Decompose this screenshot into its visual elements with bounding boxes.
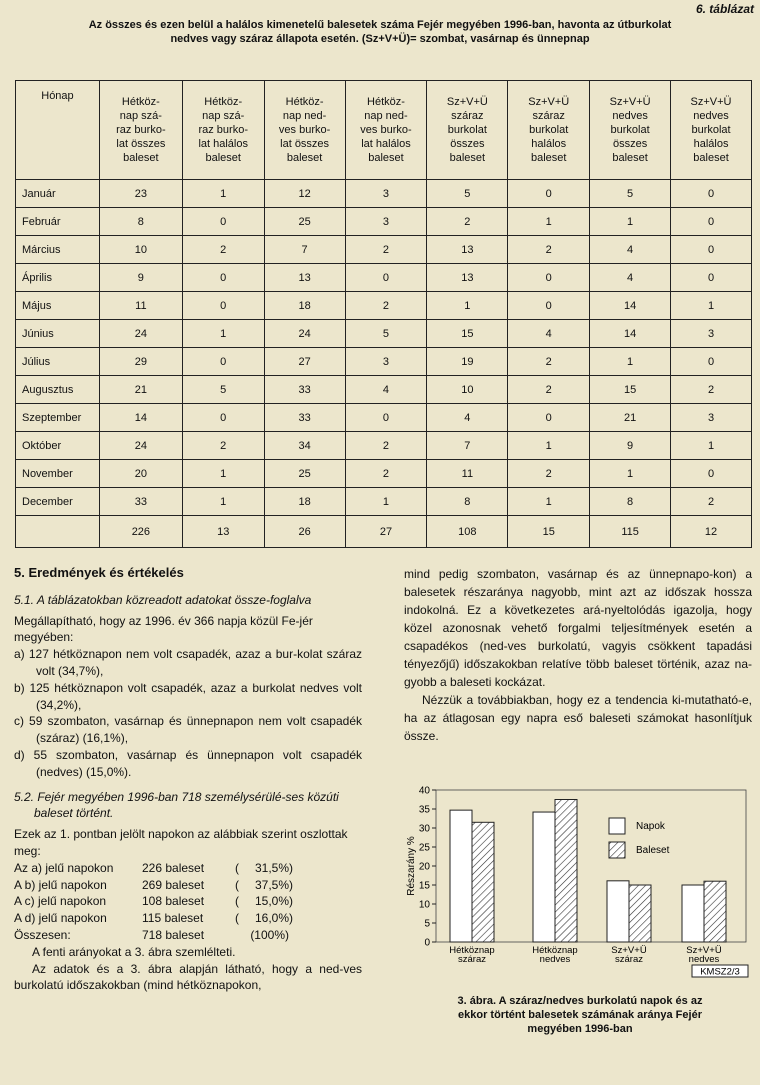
column-header-line: nap szá- — [202, 110, 245, 122]
bar-napok — [533, 812, 555, 942]
value-cell: 1 — [182, 180, 264, 208]
summary-list — [14, 860, 362, 944]
column-header-line: nap ned- — [282, 110, 327, 122]
value-cell: 3 — [345, 208, 427, 236]
value-cell: 4 — [345, 376, 427, 404]
summary-row — [14, 877, 362, 894]
x-tick-label: Hétköznap — [449, 945, 495, 956]
value-cell: 9 — [99, 264, 182, 292]
subsection-5-1: 5.1. A táblázatokban közreadott adatokat össze-foglalva — [14, 592, 312, 607]
summary-cell — [289, 927, 299, 944]
value-cell: 1 — [427, 292, 508, 320]
column-header-line: ves burko- — [278, 124, 331, 136]
summary-cell: 115 baleset — [142, 911, 204, 926]
legend-label: Baleset — [636, 845, 670, 856]
column-header-line: burkolat — [691, 124, 731, 136]
value-cell: 5 — [590, 180, 671, 208]
month-cell: Március — [16, 236, 100, 264]
value-cell: 2 — [508, 348, 590, 376]
list-item: c) 59 szombaton, vasárnap és ünnepnapon nem volt csapadék (száraz) (16,1%), — [14, 714, 362, 746]
bar-napok — [450, 810, 472, 942]
value-cell: 0 — [182, 404, 264, 432]
y-tick-label: 15 — [418, 880, 430, 892]
value-cell: 2 — [671, 376, 752, 404]
summary-cell: (100%) — [250, 927, 289, 942]
month-cell: Július — [16, 348, 100, 376]
summary-cell: ) — [289, 877, 293, 892]
column-header-line: lat halálos — [361, 138, 411, 150]
value-cell: 1 — [182, 460, 264, 488]
figure-badge: KMSZ2/3 — [700, 966, 740, 978]
y-tick-label: 5 — [424, 918, 430, 930]
column-header-line: baleset — [286, 152, 323, 164]
value-cell: 0 — [508, 264, 590, 292]
y-tick-label: 40 — [418, 785, 430, 797]
summary-cell: A b) jelű napokon — [14, 877, 107, 892]
month-cell: Szeptember — [16, 404, 100, 432]
value-cell: 33 — [99, 488, 182, 516]
legend-swatch — [609, 842, 625, 858]
summary-cell — [227, 927, 247, 944]
value-cell: 11 — [99, 292, 182, 320]
value-cell: 27 — [264, 348, 345, 376]
summary-cell: ) — [289, 860, 293, 875]
value-cell: 0 — [671, 208, 752, 236]
summary-row — [14, 910, 362, 927]
value-cell: 108 — [427, 516, 508, 548]
column-header — [590, 81, 671, 180]
x-tick-label: száraz — [458, 954, 486, 965]
accident-table — [15, 80, 752, 548]
value-cell: 0 — [508, 404, 590, 432]
table-row — [16, 208, 752, 236]
right-column — [404, 565, 752, 745]
value-cell: 21 — [590, 404, 671, 432]
summary-cell: 108 baleset — [142, 894, 205, 909]
value-cell: 2 — [345, 236, 427, 264]
value-cell: 29 — [99, 348, 182, 376]
value-cell: 4 — [590, 236, 671, 264]
column-header-line: Hétköz- — [285, 96, 324, 108]
summary-cell: ( — [235, 860, 239, 875]
value-cell: 2 — [182, 432, 264, 460]
month-cell: December — [16, 488, 100, 516]
month-cell: Január — [16, 180, 100, 208]
y-axis-label: Részarány % — [406, 836, 417, 896]
column-header — [427, 81, 508, 180]
table-row — [16, 460, 752, 488]
column-header-line: baleset — [123, 152, 159, 164]
summary-cell: 718 baleset — [142, 927, 205, 942]
value-cell: 19 — [427, 348, 508, 376]
column-header-line: burkolat — [529, 124, 569, 136]
value-cell: 23 — [99, 180, 182, 208]
x-tick-label: száraz — [615, 954, 643, 965]
value-cell: 0 — [182, 292, 264, 320]
summary-cell: ) — [289, 911, 293, 926]
value-cell: 1 — [590, 348, 671, 376]
column-header-line: lat összes — [116, 138, 166, 150]
value-cell: 0 — [671, 460, 752, 488]
figure-caption — [410, 994, 750, 1036]
column-header-line: nedves — [612, 110, 648, 122]
column-header-line: Sz+V+Ü — [528, 96, 570, 108]
value-cell: 226 — [99, 516, 182, 548]
summary-cell: Az a) jelű napokon — [14, 860, 114, 875]
intro-paragraph: Megállapítható, hogy az 1996. év 366 napja közül Fe-jér megyében: — [14, 613, 313, 645]
summary-cell: ( — [235, 911, 239, 926]
value-cell: 24 — [99, 320, 182, 348]
list-item: d) 55 szombaton, vasárnap és ünnepnapon volt csapadék (nedves) (15,0%). — [14, 747, 362, 779]
value-cell: 1 — [671, 292, 752, 320]
value-cell: 0 — [671, 264, 752, 292]
column-header-line: nap ned- — [364, 110, 408, 122]
column-header-line: halálos — [693, 138, 729, 150]
value-cell: 15 — [427, 320, 508, 348]
value-cell: 26 — [264, 516, 345, 548]
column-header-line: baleset — [612, 152, 648, 164]
table-number: 6. táblázat — [695, 2, 754, 16]
column-header-line: baleset — [693, 152, 729, 164]
value-cell: 20 — [99, 460, 182, 488]
column-header-line: lat halálos — [198, 138, 248, 150]
value-cell: 10 — [427, 376, 508, 404]
column-header-line: baleset — [449, 152, 486, 164]
bar-baleset — [704, 881, 726, 942]
summary-cell: ( — [235, 894, 239, 909]
paragraph: A fenti arányokat a 3. ábra szemlélteti. — [32, 944, 236, 959]
value-cell: 3 — [345, 180, 427, 208]
summary-cell: 37,5% — [254, 877, 289, 892]
value-cell: 3 — [345, 348, 427, 376]
column-header-line: Hónap — [41, 90, 74, 102]
value-cell: 18 — [264, 292, 345, 320]
value-cell: 3 — [671, 404, 752, 432]
month-cell: Október — [16, 432, 100, 460]
month-cell: Április — [16, 264, 100, 292]
column-header — [671, 81, 752, 180]
value-cell: 13 — [182, 516, 264, 548]
month-cell: November — [16, 460, 100, 488]
value-cell: 15 — [590, 376, 671, 404]
value-cell: 5 — [182, 376, 264, 404]
table-row — [16, 404, 752, 432]
value-cell: 1 — [508, 488, 590, 516]
y-tick-label: 35 — [418, 804, 430, 816]
y-tick-label: 20 — [418, 861, 430, 873]
value-cell: 2 — [508, 236, 590, 264]
table-caption — [0, 18, 760, 46]
table-row — [16, 376, 752, 404]
column-header-line: lat összes — [280, 138, 330, 150]
x-tick-label: Sz+V+Ü — [611, 945, 647, 956]
summary-cell: A c) jelű napokon — [14, 894, 107, 909]
column-header-line: halálos — [531, 138, 567, 150]
summary-cell: Összesen: — [14, 927, 71, 942]
value-cell: 27 — [345, 516, 427, 548]
value-cell: 2 — [182, 236, 264, 264]
x-tick-label: Hétköznap — [532, 945, 578, 956]
value-cell: 8 — [427, 488, 508, 516]
value-cell: 12 — [264, 180, 345, 208]
value-cell: 25 — [264, 208, 345, 236]
table-row — [16, 292, 752, 320]
column-header-line: baleset — [530, 152, 567, 164]
column-header-line: Hétköz- — [367, 96, 405, 108]
value-cell: 13 — [427, 236, 508, 264]
month-cell: Február — [16, 208, 100, 236]
summary-row — [14, 860, 362, 877]
y-tick-label: 0 — [424, 937, 430, 949]
value-cell: 2 — [345, 432, 427, 460]
paragraph: Ezek az 1. pontban jelölt napokon az alábbiak szerint oszlottak meg: — [14, 827, 348, 858]
value-cell: 18 — [264, 488, 345, 516]
column-header-line: nedves — [693, 110, 729, 122]
table-row — [16, 180, 752, 208]
value-cell: 15 — [508, 516, 590, 548]
column-header — [264, 81, 345, 180]
column-header — [508, 81, 590, 180]
column-header-line: Sz+V+Ü — [446, 96, 488, 108]
summary-cell: 226 baleset — [142, 860, 205, 875]
table-row — [16, 488, 752, 516]
value-cell: 2 — [345, 292, 427, 320]
column-header-line: száraz — [451, 110, 484, 122]
legend-swatch — [609, 818, 625, 834]
table-row — [16, 320, 752, 348]
value-cell: 2 — [508, 376, 590, 404]
value-cell: 1 — [508, 208, 590, 236]
month-cell — [16, 516, 100, 548]
column-header — [182, 81, 264, 180]
summary-cell: ( — [235, 877, 239, 892]
table-row — [16, 432, 752, 460]
paragraph: mind pedig szombaton, vasárnap és az ünnepnapo-kon) a balesetek részaránya nagyobb, mint azt az időszak hossza indokolná. Ez a következetes ará-nyeltolódás igazolja, hogy közel azonosnak vehető forgalmi teljesítmények esetén a csapadékos (ned-ves burkolatú, vagyis csökkent tapadási tényezőjű) időszakokban relatíve több baleset történik, azaz na-gyobb a baleseti kockázat. — [404, 567, 752, 689]
column-header — [99, 81, 182, 180]
column-header-line: nap szá- — [119, 110, 162, 122]
value-cell: 8 — [99, 208, 182, 236]
value-cell: 5 — [427, 180, 508, 208]
value-cell: 3 — [671, 320, 752, 348]
y-tick-label: 10 — [418, 899, 430, 911]
value-cell: 2 — [671, 488, 752, 516]
table-row — [16, 264, 752, 292]
value-cell: 24 — [99, 432, 182, 460]
figure-caption-line: megyében 1996-ban — [527, 1023, 633, 1035]
figure-caption-line: 3. ábra. A száraz/nedves burkolatú napok és az — [457, 995, 703, 1007]
value-cell: 13 — [264, 264, 345, 292]
x-tick-label: nedves — [539, 954, 571, 965]
column-header-line: összes — [450, 138, 485, 150]
bar-baleset — [555, 800, 577, 943]
y-tick-label: 30 — [418, 823, 430, 835]
value-cell: 33 — [264, 404, 345, 432]
value-cell: 1 — [508, 432, 590, 460]
column-header-line: baleset — [368, 152, 404, 164]
value-cell: 13 — [427, 264, 508, 292]
value-cell: 2 — [345, 460, 427, 488]
summary-cell: A d) jelű napokon — [14, 911, 107, 926]
column-header-line: Sz+V+Ü — [690, 96, 732, 108]
paragraph: Nézzük a továbbiakban, hogy ez a tendencia ki-mutatható-e, ha az átlagosan egy napra eső baleseti számokat hasonlítjuk össze. — [404, 693, 752, 743]
value-cell: 4 — [590, 264, 671, 292]
legend-label: Napok — [636, 821, 665, 832]
value-cell: 1 — [590, 460, 671, 488]
value-cell: 24 — [264, 320, 345, 348]
value-cell: 34 — [264, 432, 345, 460]
column-header-line: Hétköz- — [204, 96, 243, 108]
list-item: b) 125 hétköznapon volt csapadék, azaz a burkolat nedves volt (34,2%), — [14, 680, 362, 712]
column-header-line: baleset — [205, 152, 241, 164]
value-cell: 8 — [590, 488, 671, 516]
bar-napok — [682, 885, 704, 942]
table-row — [16, 236, 752, 264]
value-cell: 0 — [345, 264, 427, 292]
y-tick-label: 25 — [418, 842, 430, 854]
value-cell: 14 — [590, 320, 671, 348]
column-header-line: Sz+V+Ü — [609, 96, 651, 108]
column-header — [345, 81, 427, 180]
value-cell: 0 — [508, 180, 590, 208]
value-cell: 9 — [590, 432, 671, 460]
value-cell: 115 — [590, 516, 671, 548]
value-cell: 1 — [671, 432, 752, 460]
summary-row — [14, 893, 362, 910]
value-cell: 0 — [182, 264, 264, 292]
subsection-5-2: 5.2. Fejér megyében 1996-ban 718 személysérülé-ses közúti baleset történt. — [14, 789, 339, 821]
summary-cell: 31,5% — [254, 860, 289, 875]
column-header-line: száraz — [532, 110, 565, 122]
bar-chart — [404, 780, 754, 985]
value-cell: 10 — [99, 236, 182, 264]
table-total-row — [16, 516, 752, 548]
value-cell: 1 — [345, 488, 427, 516]
month-cell: Május — [16, 292, 100, 320]
column-header-line: raz burko- — [116, 124, 166, 136]
summary-cell: 269 baleset — [142, 877, 205, 892]
value-cell: 1 — [590, 208, 671, 236]
value-cell: 21 — [99, 376, 182, 404]
value-cell: 7 — [427, 432, 508, 460]
value-cell: 1 — [182, 320, 264, 348]
column-header-line: raz burko- — [198, 124, 248, 136]
value-cell: 0 — [182, 208, 264, 236]
value-cell: 1 — [182, 488, 264, 516]
list-item: a) 127 hétköznapon nem volt csapadék, azaz a bur-kolat száraz volt (34,7%), — [14, 647, 362, 678]
x-tick-label: Sz+V+Ü — [686, 945, 722, 956]
left-column — [14, 565, 362, 994]
bar-baleset — [472, 822, 494, 942]
figure-caption-line: ekkor történt balesetek számának aránya Fejér — [458, 1009, 702, 1021]
paragraph: Az adatok és a 3. ábra alapján látható, hogy a ned-ves burkolatú időszakokban (mind hétköznapokon, — [14, 961, 362, 993]
value-cell: 5 — [345, 320, 427, 348]
value-cell: 0 — [671, 180, 752, 208]
value-cell: 0 — [671, 236, 752, 264]
column-header-line: burkolat — [447, 124, 487, 136]
value-cell: 4 — [427, 404, 508, 432]
table-row — [16, 348, 752, 376]
caption-line: nedves vagy száraz állapota esetén. (Sz+V+Ü)= szombat, vasárnap és ünnepnap — [170, 33, 590, 45]
summary-row — [14, 927, 362, 944]
value-cell: 0 — [182, 348, 264, 376]
value-cell: 14 — [590, 292, 671, 320]
table-header-row — [16, 81, 752, 180]
value-cell: 33 — [264, 376, 345, 404]
month-cell: Augusztus — [16, 376, 100, 404]
value-cell: 25 — [264, 460, 345, 488]
column-header-line: burkolat — [610, 124, 650, 136]
column-header-line: ves burko- — [360, 124, 412, 136]
value-cell: 0 — [508, 292, 590, 320]
section-heading: 5. Eredmények és értékelés — [14, 565, 184, 580]
value-cell: 12 — [671, 516, 752, 548]
summary-cell: 15,0% — [254, 894, 289, 909]
value-cell: 4 — [508, 320, 590, 348]
value-cell: 14 — [99, 404, 182, 432]
summary-cell: 16,0% — [254, 911, 289, 926]
bar-napok — [607, 881, 629, 942]
value-cell: 2 — [508, 460, 590, 488]
value-cell: 7 — [264, 236, 345, 264]
value-cell: 0 — [345, 404, 427, 432]
x-tick-label: nedves — [688, 954, 720, 965]
month-cell: Június — [16, 320, 100, 348]
value-cell: 2 — [427, 208, 508, 236]
caption-line: Az összes és ezen belül a halálos kimenetelű balesetek száma Fejér megyében 1996-ban, havonta az útburkolat — [88, 19, 672, 31]
summary-cell: ) — [289, 894, 293, 909]
column-header-line: összes — [612, 138, 648, 150]
column-header-line: Hétköz- — [121, 96, 160, 108]
value-cell: 11 — [427, 460, 508, 488]
value-cell: 0 — [671, 348, 752, 376]
column-header — [16, 81, 100, 180]
bar-baleset — [629, 885, 651, 942]
